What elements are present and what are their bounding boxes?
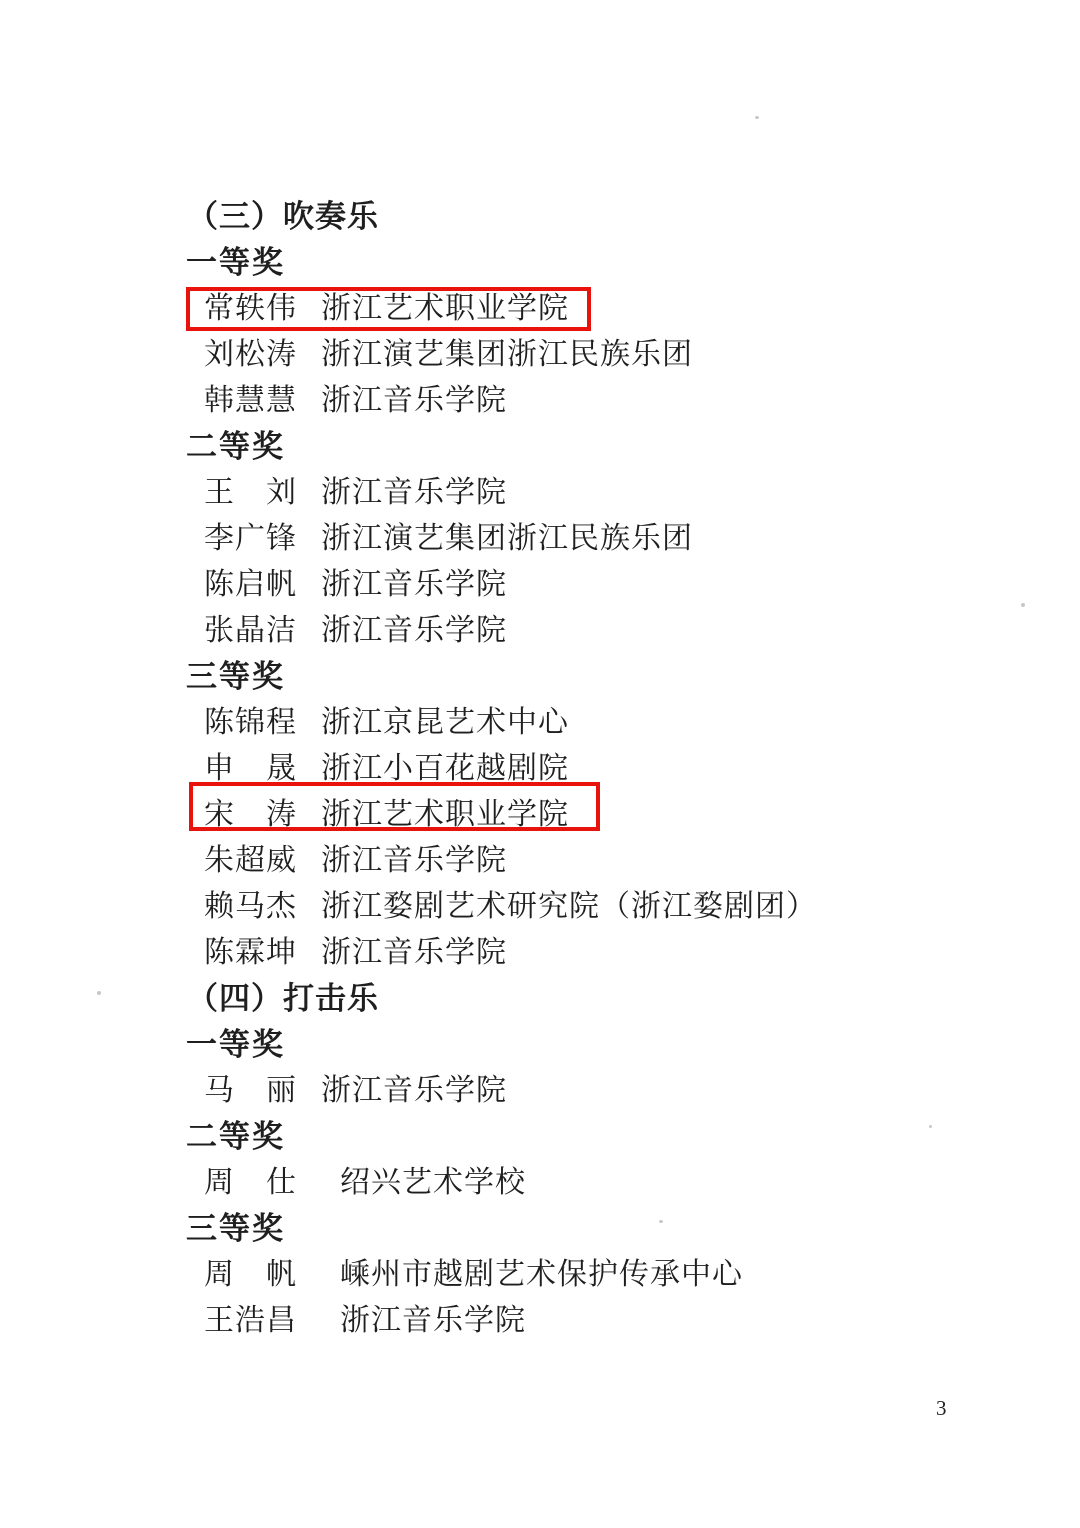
winner-institution: 浙江京昆艺术中心 [321,706,569,739]
winner-institution: 浙江艺术职业学院 [321,798,569,831]
winner-institution: 绍兴艺术学校 [340,1166,526,1199]
award-heading-third-prize: 三等奖 [186,658,285,694]
winner-row [0,880,1080,926]
winner-row [0,834,1080,880]
winner-name: 韩慧慧 [204,384,297,417]
section-heading-percussion: （四）打击乐 [187,980,379,1016]
winner-name: 赖马杰 [204,890,297,923]
winner-institution: 浙江音乐学院 [321,936,507,969]
scan-speck [755,116,759,119]
winner-institution: 浙江音乐学院 [321,1074,507,1107]
winner-row [0,512,1080,558]
winner-institution: 浙江音乐学院 [340,1304,526,1337]
winner-name: 王浩昌 [204,1304,297,1337]
winner-name: 陈启帆 [204,568,297,601]
winner-name: 宋 涛 [204,798,297,831]
winner-institution: 嵊州市越剧艺术保护传承中心 [340,1258,743,1291]
winner-name: 周 帆 [204,1258,297,1291]
winner-institution: 浙江音乐学院 [321,568,507,601]
award-heading-second-prize: 二等奖 [186,428,285,464]
winner-institution: 浙江音乐学院 [321,844,507,877]
highlight-box-chang-yiwei [186,287,591,331]
winner-row [0,1064,1080,1110]
scan-speck [929,1125,932,1128]
award-heading-second-prize: 二等奖 [186,1118,285,1154]
winner-row [0,328,1080,374]
winner-row [0,604,1080,650]
winner-row [0,1294,1080,1340]
winner-row [0,1156,1080,1202]
winner-institution: 浙江婺剧艺术研究院（浙江婺剧团） [321,890,817,923]
winner-row [0,926,1080,972]
award-heading-third-prize: 三等奖 [186,1210,285,1246]
scan-speck [97,991,101,995]
winner-name: 王 刘 [204,476,297,509]
winner-name: 陈霖坤 [204,936,297,969]
winner-institution: 浙江音乐学院 [321,384,507,417]
winner-institution: 浙江演艺集团浙江民族乐团 [321,338,693,371]
winner-row [0,466,1080,512]
winner-name: 常轶伟 [204,292,297,325]
winner-institution: 浙江演艺集团浙江民族乐团 [321,522,693,555]
winner-institution: 浙江小百花越剧院 [321,752,569,785]
winner-name: 朱超威 [204,844,297,877]
winner-name: 周 仕 [204,1166,297,1199]
page-number: 3 [936,1396,947,1420]
winner-name: 李广锋 [204,522,297,555]
section-heading-wind-music: （三）吹奏乐 [187,198,379,234]
winner-row [0,374,1080,420]
winner-name: 陈锦程 [204,706,297,739]
award-heading-first-prize: 一等奖 [186,1026,285,1062]
award-heading-first-prize: 一等奖 [186,244,285,280]
award-list [0,190,1080,1340]
winner-row [0,1248,1080,1294]
winner-name: 张晶洁 [204,614,297,647]
winner-name: 刘松涛 [204,338,297,371]
scan-speck [659,1220,663,1223]
winner-name: 马 丽 [204,1074,297,1107]
winner-row [0,696,1080,742]
winner-row [0,558,1080,604]
winner-institution: 浙江音乐学院 [321,476,507,509]
scan-speck [1021,603,1025,607]
winner-institution: 浙江艺术职业学院 [321,292,569,325]
winner-institution: 浙江音乐学院 [321,614,507,647]
winner-name: 申 晟 [204,752,297,785]
highlight-box-song-tao [189,782,600,831]
